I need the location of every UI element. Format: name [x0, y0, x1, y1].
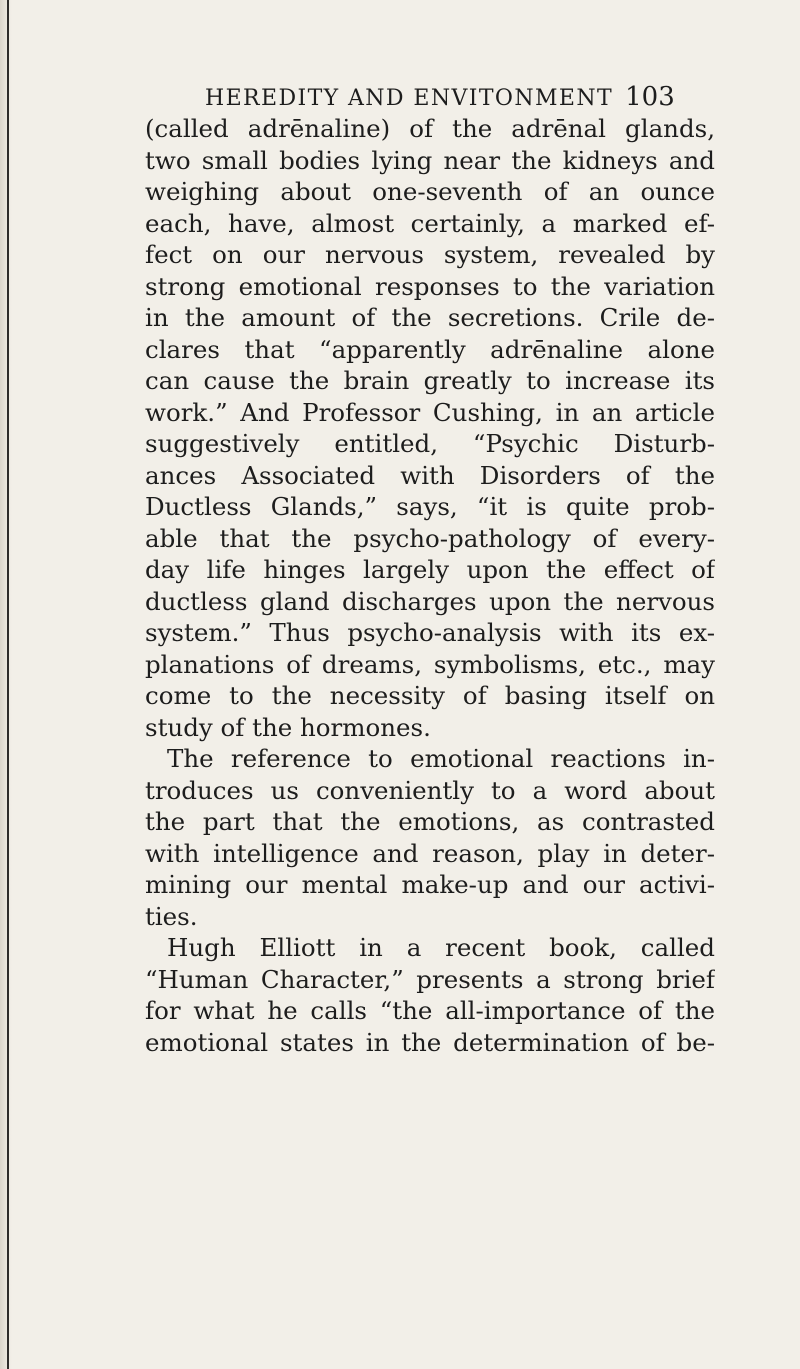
page-gutter-shadow [0, 0, 12, 1369]
text-line: two small bodies lying near the kidneys and [145, 145, 715, 175]
text-line: system.” Thus psycho-analysis with its ex- [145, 618, 715, 647]
text-line: able that the psycho-pathology of every- [145, 523, 715, 553]
text-line: ances Associated with Disorders of the [145, 460, 715, 490]
text-line: “Human Character,” presents a strong brief [145, 964, 715, 994]
text-line: can cause the brain greatly to increase its [145, 366, 715, 395]
body-text [145, 113, 715, 1058]
text-line: suggestively entitled, “Psychic Disturb- [145, 429, 715, 458]
text-line: ductless gland discharges upon the nervous [145, 586, 715, 616]
text-line: for what he calls “the all-importance of the [145, 996, 715, 1025]
text-line: planations of dreams, symbolisms, etc., may [145, 649, 715, 679]
text-line: Hugh Elliott in a recent book, called [167, 933, 715, 962]
text-line: ties. [145, 901, 198, 931]
running-header [205, 82, 675, 114]
text-line: mining our mental make-up and our activi- [145, 870, 715, 899]
text-line: clares that “apparently adrēnaline alone [145, 334, 715, 364]
text-line: The reference to emotional reactions in- [167, 744, 715, 773]
text-line: come to the necessity of basing itself on [145, 681, 715, 710]
text-line: Ductless Glands,” says, “it is quite prob- [145, 492, 715, 521]
text-line: day life hinges largely upon the effect of [145, 555, 715, 584]
text-line: weighing about one-seventh of an ounce [145, 177, 715, 206]
text-line: study of the hormones. [145, 712, 431, 742]
text-line: in the amount of the secretions. Crile de- [145, 303, 715, 332]
text-line: (called adrēnaline) of the adrēnal glands, [145, 114, 715, 143]
running-title: HEREDITY AND ENVITONMENT [205, 86, 614, 111]
binding-edge [7, 0, 9, 1369]
text-line: emotional states in the determination of be- [145, 1027, 715, 1057]
text-line: fect on our nervous system, revealed by [145, 240, 715, 269]
text-line: with intelligence and reason, play in deter- [145, 838, 715, 868]
text-line: strong emotional responses to the variation [145, 271, 715, 301]
text-line: each, have, almost certainly, a marked ef- [145, 208, 715, 238]
page-number: 103 [625, 82, 675, 112]
text-line: work.” And Professor Cushing, in an article [145, 397, 715, 427]
text-line: the part that the emotions, as contrasted [145, 807, 715, 836]
text-line: troduces us conveniently to a word about [145, 775, 715, 805]
